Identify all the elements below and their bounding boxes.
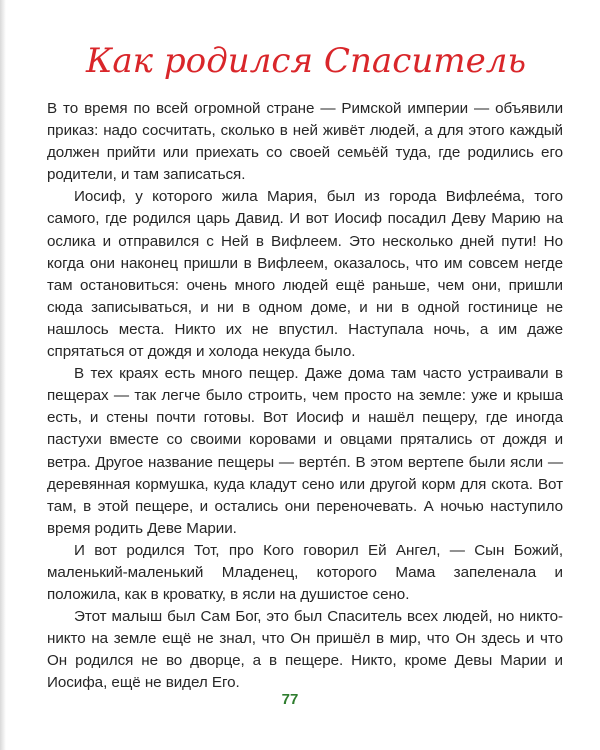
chapter-title	[80, 30, 540, 90]
chapter-title-text: Как родился Спаситель	[84, 41, 526, 81]
paragraph-2: Иосиф, у которого жила Мария, был из города Вифлеéма, того самого, где родился царь Давид. И вот Иосиф посадил Деву Марию на ослика и отправился с Ней в Вифлеем. Это несколько дней пути! Но когда они наконец пришли в Вифлеем, оказалось, что им совсем негде там остановиться: очень много людей ещё раньше, чем они, пришли сюда записываться, и ни в одном доме, и ни в одной гостинице не нашлось места. Никто их не впустил. Наступала ночь, а им даже спрятаться от дождя и холода некуда было.	[47, 188, 563, 361]
paragraph-5: Этот малыш был Сам Бог, это был Спаситель всех людей, но никто-никто на земле ещё не знал, что Он пришёл в мир, что Он здесь и что Он родился не во дворце, а в пещере. Никто, кроме Девы Марии и Иосифа, ещё не видел Его.	[47, 608, 563, 692]
paragraph-3: В тех краях есть много пещер. Даже дома там часто устраивали в пещерах — так легче было строить, чем просто на земле: уже и крыша есть, и стены почти готовы. Вот Иосиф и нашёл пещеру, где иногда пастухи вместе со своими коровами и овцами прятались от дождя и ветра. Другое название пещеры — вертéп. В этом вертепе были ясли — деревянная кормушка, куда кладут сено или другой корм для скота. Вот там, в этой пещере, и остались они переночевать. А ночью наступило время родить Деве Марии.	[47, 365, 563, 537]
page-edge-shadow	[0, 0, 6, 750]
paragraph-4: И вот родился Тот, про Кого говорил Ей Ангел, — Сын Божий, маленький-маленький Младенец, которого Мама запеленала и положила, как в кроватку, в ясли на душистое сено.	[47, 541, 563, 604]
page-number: 77	[281, 691, 299, 708]
paragraph-1: В то время по всей огромной стране — Римской империи — объявили приказ: надо сосчитать, сколько в ней живёт людей, а для этого каждый должен прийти или приехать со своей семьёй туда, где родились его родители, и там записаться.	[47, 100, 563, 184]
body-text	[47, 98, 563, 695]
